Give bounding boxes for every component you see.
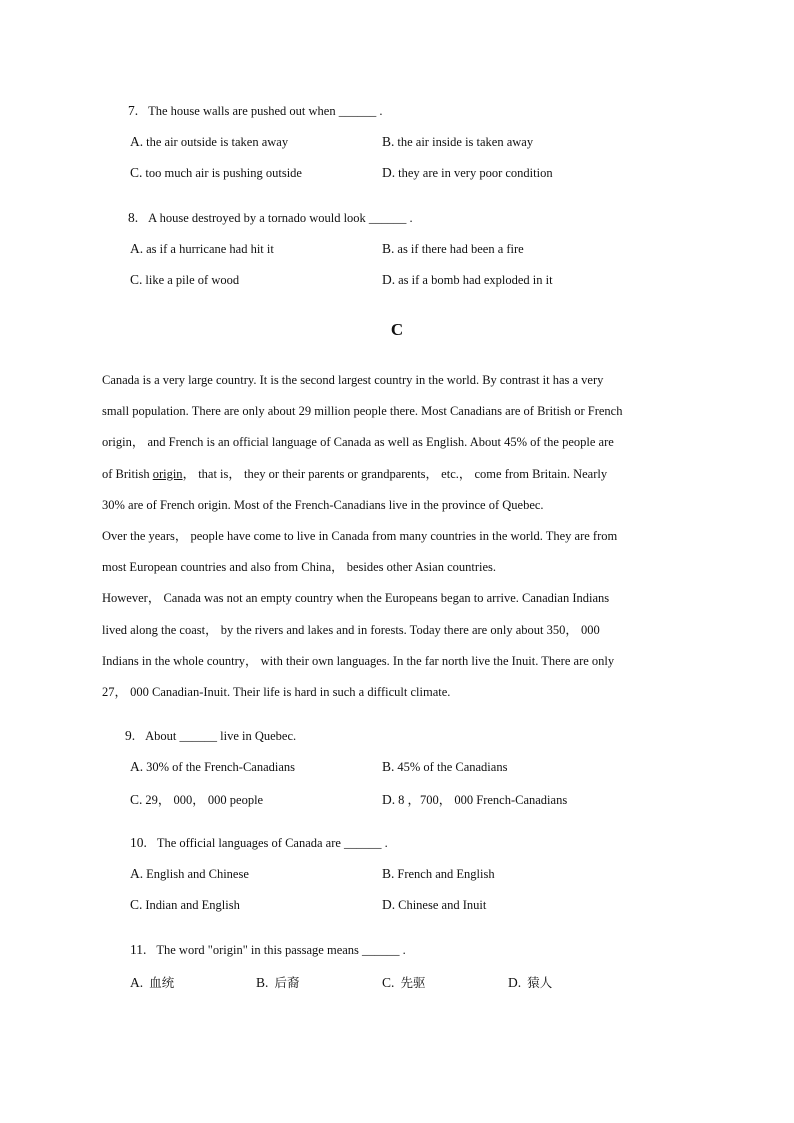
option-9-a[interactable]: A. 30% of the French-Canadians [130,759,296,774]
question-text: About ______ live in Quebec. [145,729,297,743]
option-7-a[interactable]: A. the air outside is taken away [130,134,289,149]
question-7-stem [128,103,382,119]
option-10-a[interactable]: A. English and Chinese [130,866,249,881]
option-9-c[interactable]: C. 29， 000， 000 people [130,792,264,807]
option-8-d[interactable]: D. as if a bomb had exploded in it [382,272,553,287]
passage-line: most European countries and also from China， besides other Asian countries. [102,560,497,575]
option-10-d[interactable]: D. Chinese and Inuit [382,897,487,912]
option-8-b[interactable]: B. as if there had been a fire [382,241,524,256]
passage-line: small population. There are only about 29 million people there. Most Canadians are of British or French [102,404,623,419]
question-number: 11. [130,942,147,957]
question-text: A house destroyed by a tornado would look ______ . [148,211,413,225]
passage-line: However， Canada was not an empty country when the Europeans began to arrive. Canadian Indians [102,591,610,606]
question-text: The official languages of Canada are ______ . [156,836,388,850]
question-number: 10. [130,835,147,850]
section-heading: C [390,320,404,339]
question-text: The word "origin" in this passage means ______ . [156,943,406,957]
question-11-stem [130,942,406,958]
underlined-word-origin: origin [152,466,183,481]
passage-line: lived along the coast， by the rivers and lakes and in forests. Today there are only about 350， 000 [102,622,600,637]
question-number: 9. [125,728,136,743]
option-9-b[interactable]: B. 45% of the Canadians [382,759,508,774]
passage-line: 27， 000 Canadian-Inuit. Their life is hard in such a difficult climate. [102,684,451,699]
passage-line: of British origin， that is， they or their parents or grandparents， etc.， come from Britain. Nearly [102,466,608,481]
passage-line: origin， and French is an official language of Canada as well as English. About 45% of the people are [102,435,614,450]
option-8-a[interactable]: A. as if a hurricane had hit it [130,241,274,256]
option-7-c[interactable]: C. too much air is pushing outside [130,165,302,180]
option-11-b[interactable]: B. 后裔 [256,975,300,990]
reading-passage [102,369,692,712]
question-9-stem [125,728,296,744]
question-text: The house walls are pushed out when ______ . [148,104,383,118]
option-7-d[interactable]: D. they are in very poor condition [382,165,553,180]
option-11-a[interactable]: A. 血统 [130,975,175,990]
option-8-c[interactable]: C. like a pile of wood [130,272,240,287]
option-9-d[interactable]: D. 8 ，700， 000 French-Canadians [382,792,568,807]
question-number: 7. [128,103,139,118]
passage-line: Indians in the whole country， with their own languages. In the far north live the Inuit. There are only [102,653,615,668]
question-10-stem [130,835,388,851]
option-10-b[interactable]: B. French and English [382,866,495,881]
option-11-c[interactable]: C. 先驱 [382,975,426,990]
passage-line: Over the years， people have come to live in Canada from many countries in the world. They are from [102,528,618,543]
passage-line: Canada is a very large country. It is the second largest country in the world. By contrast it has a very [102,373,604,387]
question-8-stem [128,210,413,226]
option-11-d[interactable]: D. 猿人 [508,975,553,990]
passage-line: 30% are of French origin. Most of the French-Canadians live in the province of Quebec. [102,497,544,512]
option-7-b[interactable]: B. the air inside is taken away [382,134,534,149]
option-10-c[interactable]: C. Indian and English [130,897,240,912]
question-number: 8. [128,210,139,225]
